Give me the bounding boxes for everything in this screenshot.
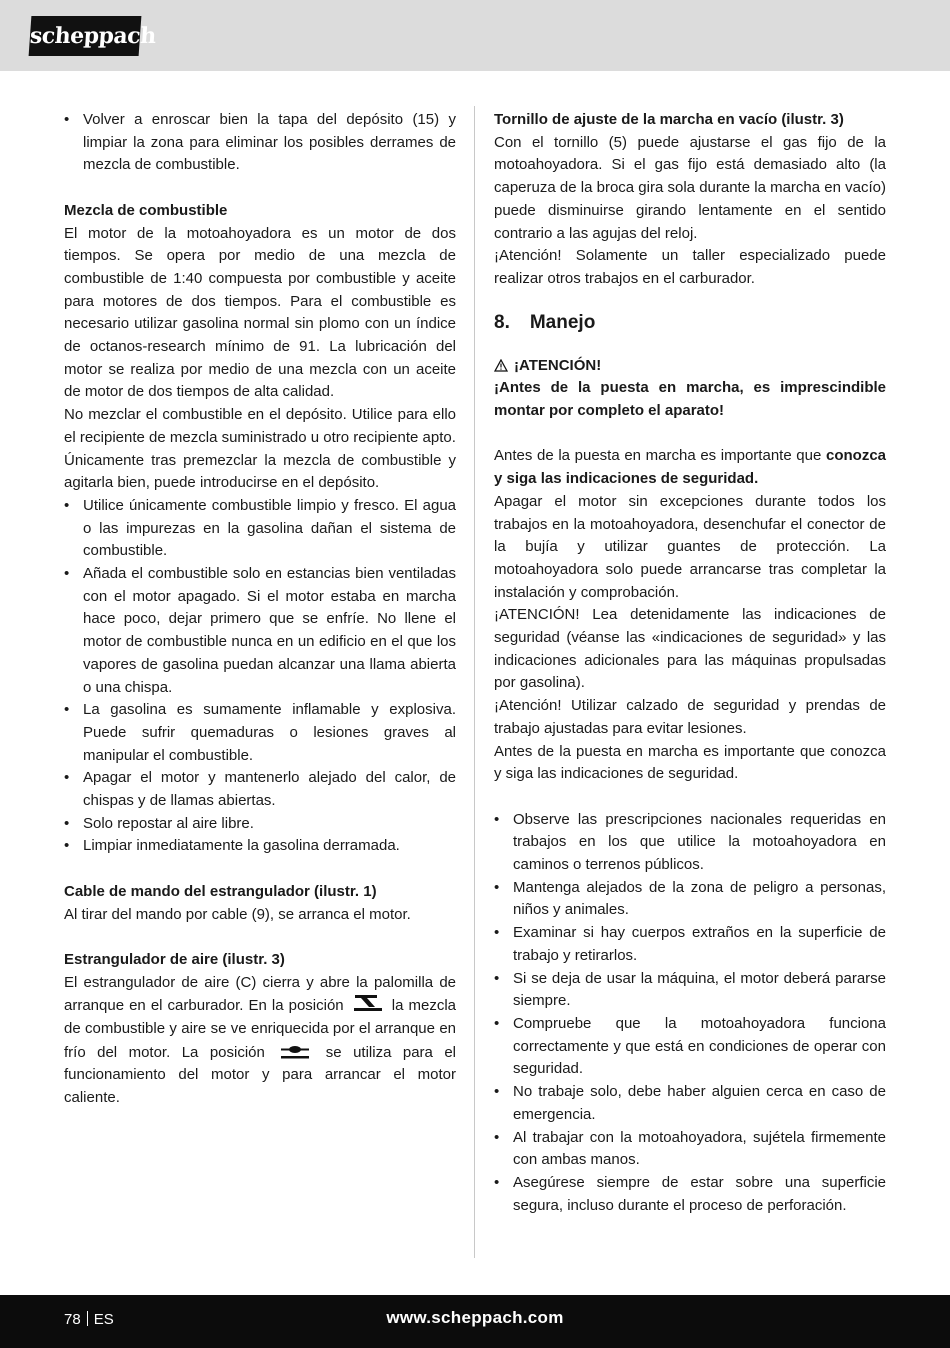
warning-line [494,355,886,378]
fuel-mix-paragraph-2: No mezclar el combustible en el depósito. Utilice para ello el recipiente de mezcla suministrado u otro recipiente apto. [64,406,456,446]
page-number: 78 [64,1311,81,1328]
operation-paragraph-2: Apagar el motor sin excepciones durante todos los trabajos en la motoahoyadora, desenchufar el conector de la bujía y utilizar guantes de protección. La motoahoyadora solo puede arrancarse tras completar la instalación y comprobación. [494,492,886,601]
fuel-safety-list [64,495,456,858]
idle-screw-paragraph-2: ¡Atención! Solamente un taller especializado puede realizar otros trabajos en el carburador. [494,247,886,287]
operation-safety-list [494,809,886,1218]
choke-cable-heading: Cable de mando del estrangulador (ilustr. 1) [64,882,377,900]
list-item: • Asegúrese siempre de estar sobre una superficie segura, incluso durante el proceso de perforación. [494,1172,886,1217]
choke-open-icon [280,1041,310,1059]
list-item: • Examinar si hay cuerpos extraños en la superficie de trabajo y retirarlos. [494,922,886,967]
header-band [0,0,950,71]
column-divider [474,106,475,1258]
list-item: • Solo repostar al aire libre. [64,813,456,836]
fuel-mix-heading: Mezcla de combustible [64,201,228,219]
air-choke-text-c: se utiliza para el funcionamiento del motor y para arrancar el motor caliente. [64,1043,457,1107]
warning-triangle-icon [494,359,508,372]
choke-cable-paragraph: Al tirar del mando por cable (9), se arranca el motor. [64,905,411,923]
air-choke-text-b: la mezcla de combustible y aire se ve enriquecida por el arranque en frío del motor. La posición [64,997,457,1061]
list-item: • Apagar el motor y mantenerlo alejado del calor, de chispas y de llamas abiertas. [64,767,456,812]
right-column [494,109,886,1217]
list-item: • Compruebe que la motoahoyadora funciona correctamente y que está en condiciones de operar con seguridad. [494,1013,886,1081]
fuel-mix-paragraph-1: El motor de la motoahoyadora es un motor de dos tiempos. Se opera por medio de una mezcla de combustible de 1:40 compuesta por combustible y aceite para motores de dos tiempos. Para el combustible es necesario utilizar gasolina normal sin plomo con un índice de octanos-research mínimo de 91. La lubricación del motor se realiza por medio de una mezcla con un aceite de motor de dos tiempos de alta calidad. [64,224,456,401]
operation-paragraph-4: ¡Atención! Utilizar calzado de seguridad y prendas de trabajo ajustadas para evitar lesiones. [494,697,886,737]
air-choke-text-a: El estrangulador de aire (C) cierra y abre la palomilla de arranque en el carburador. En la posición [64,973,456,1015]
choke-closed-icon [353,994,383,1012]
list-item: • Volver a enroscar bien la tapa del depósito (15) y limpiar la zona para eliminar los posibles derrames de mezcla de combustible. [64,109,456,177]
air-choke-heading: Estrangulador de aire (ilustr. 3) [64,950,285,968]
list-item: • Utilice únicamente combustible limpio y fresco. El agua o las impurezas en la gasolina dañan el sistema de combustible. [64,495,456,563]
list-item: • No trabaje solo, debe haber alguien cerca en caso de emergencia. [494,1081,886,1126]
operation-paragraph-3: ¡ATENCIÓN! Lea detenidamente las indicaciones de seguridad (véanse las «indicaciones de seguridad» y las indicaciones adicionales para las máquinas propulsadas por gasolina). [494,606,886,692]
operation-paragraph-1 [494,445,886,490]
warning-title: ¡ATENCIÓN! [514,356,602,374]
website-link[interactable]: www.scheppach.com [386,1308,564,1327]
idle-screw-heading: Tornillo de ajuste de la marcha en vacío (ilustr. 3) [494,111,844,128]
list-item: • Limpiar inmediatamente la gasolina derramada. [64,835,456,858]
list-item: • Observe las prescripciones nacionales requeridas en trabajos en los que utilice la motoahoyadora en caminos o terrenos públicos. [494,809,886,877]
operation-paragraph-1-emphasis: conozca y siga las indicaciones de seguridad. [494,447,886,488]
left-column [64,109,456,1110]
list-item: • Añada el combustible solo en estancias bien ventiladas con el motor apagado. Si el motor estaba en marcha hace poco, dejar primero que se enfríe. No llene el motor de combustible nunca en un edificio en el que los vapores de gasolina puedan alcanzar una llama abierta o una chispa. [64,563,456,699]
warning-text: ¡Antes de la puesta en marcha, es imprescindible montar por completo el aparato! [494,379,886,420]
list-item: • La gasolina es sumamente inflamable y explosiva. Puede sufrir quemaduras o lesiones graves al manipular el combustible. [64,699,456,767]
section-title: Manejo [529,311,596,333]
fuel-mix-paragraph-3: Únicamente tras premezclar la mezcla de combustible y agitarla bien, puede introducirse en el depósito. [64,451,456,492]
section-heading [494,311,886,335]
operation-paragraph-5: Antes de la puesta en marcha es importante que conozca y siga las indicaciones de seguridad. [494,742,886,783]
list-item: • Al trabajar con la motoahoyadora, sujétela firmemente con ambas manos. [494,1127,886,1172]
page-footer [0,1295,950,1348]
brand-logo: scheppach [29,16,142,56]
section-number: 8. [494,311,510,333]
air-choke-paragraph [64,972,456,1110]
list-item: • Mantenga alejados de la zona de peligro a personas, niños y animales. [494,877,886,922]
language-code: ES [93,1311,114,1328]
operation-paragraph-1-text: Antes de la puesta en marcha es importante que [494,447,826,465]
idle-screw-paragraph-1: Con el tornillo (5) puede ajustarse el gas fijo de la motoahoyadora. Si el gas fijo está demasiado alto (la caperuza de la broca gira sola durante la marcha en vacío) puede disminuirse girando lentamente en el sentido contrario a las agujas del reloj. [494,133,886,242]
list-item: • Si se deja de usar la máquina, el motor deberá pararse siempre. [494,968,886,1013]
refuel-bullet-list [64,109,456,177]
